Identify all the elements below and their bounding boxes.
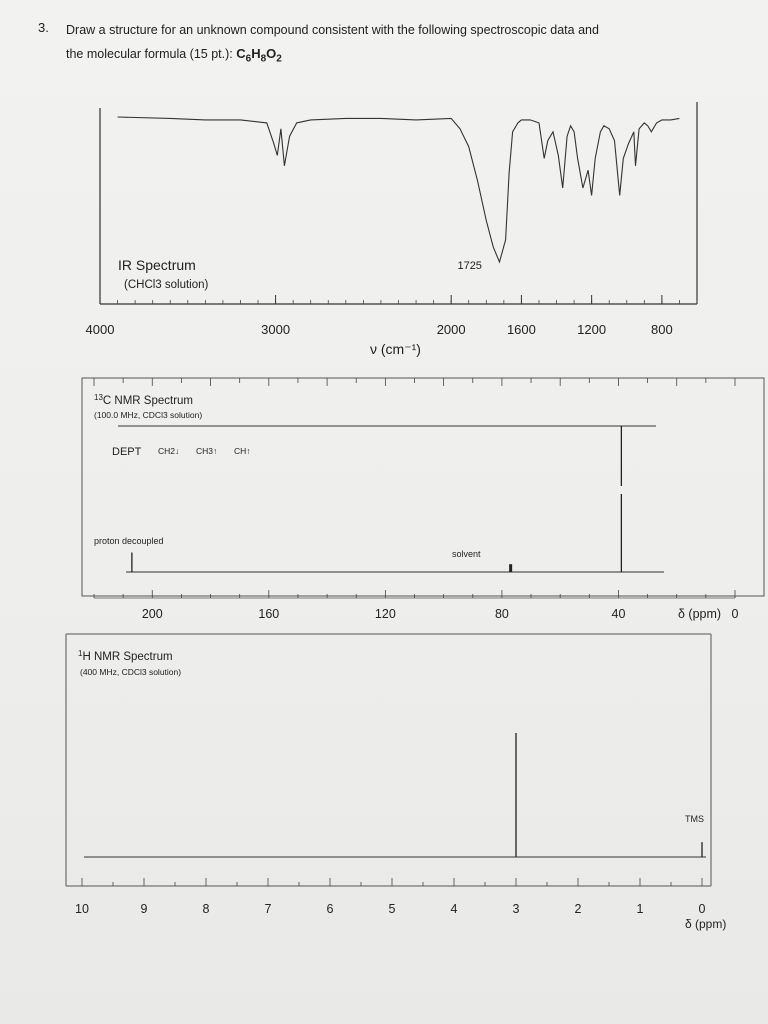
h1-x-tick-label: 6 [326,902,334,916]
c13-x-tick-label: 80 [494,607,509,621]
c13-subtitle: (100.0 MHz, CDCl3 solution) [94,410,203,420]
c13-solvent-label: solvent [452,549,481,559]
c13-x-tick-label: 0 [731,607,739,621]
ir-x-tick-label: 3000 [261,322,291,337]
ir-x-tick-label: 1200 [577,322,607,337]
h1-x-tick-label: 8 [202,902,210,916]
c13-dept-legend-item: CH3↑ [196,446,218,456]
h1-x-tick-label: 5 [388,902,396,916]
h1-x-tick-label: 2 [574,902,582,916]
ir-subtitle: (CHCl3 solution) [124,279,209,291]
question-text-line2-prefix: the molecular formula (15 pt.): [66,47,233,61]
molecular-formula: $C_6H_8O_2$ [236,46,282,65]
h1-x-tick-label: 3 [512,902,520,916]
c13-x-tick-label: 120 [374,607,396,621]
ir-x-tick-label: 2000 [436,322,466,337]
h1-x-tick-label: 4 [450,902,458,916]
c13-title: $^{13}$C NMR Spectrum [94,393,194,407]
h1-x-tick-label: 10 [75,902,89,916]
c13-decoupled-label: proton decoupled [94,536,164,546]
ir-spectrum-line [118,117,680,262]
h1-subtitle: (400 MHz, CDCl3 solution) [80,667,182,677]
c13-dept-legend-item: CH↑ [234,446,251,456]
ir-x-tick-label: 4000 [85,322,115,337]
h1-x-tick-label: 9 [140,902,148,916]
c13-x-tick-label: 200 [141,607,163,621]
ir-title: IR Spectrum [118,257,196,273]
ir-peak-annotation: 1725 [457,260,482,272]
c13-x-tick-label: 160 [258,607,280,621]
h1-x-tick-label: 1 [636,902,644,916]
ir-x-tick-label: 1600 [506,322,536,337]
h1-title: $^1$H NMR Spectrum [78,649,173,663]
c13-dept-label: DEPT [112,446,142,458]
c13-x-axis-label: δ (ppm) [678,607,722,621]
h1-x-axis-label: δ (ppm) [685,917,727,931]
h1-tms-label: TMS [685,814,704,824]
c13-x-tick-label: 40 [611,607,626,621]
ir-x-axis-label: ν (cm⁻¹) [370,341,421,357]
question-text-line1: Draw a structure for an unknown compound consistent with the following spectroscopic data and [66,23,599,37]
ir-x-tick-label: 800 [651,322,673,337]
h1-x-tick-label: 7 [264,902,272,916]
c13-dept-legend-item: CH2↓ [158,446,180,456]
h1-x-tick-label: 0 [698,902,706,916]
question-number: 3. [38,20,49,35]
